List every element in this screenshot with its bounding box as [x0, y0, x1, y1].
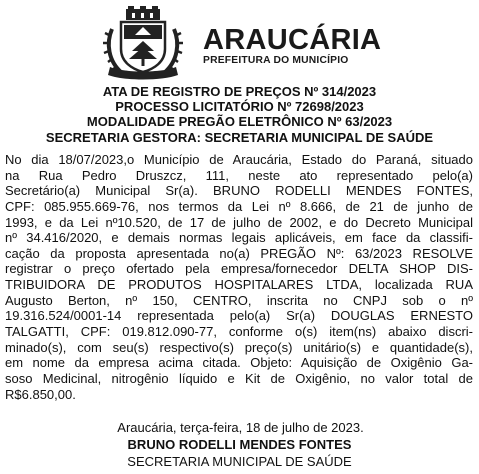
brand: [203, 26, 381, 67]
body-line: CPF: 085.955.669-76, nos termos da Lei nº 8.666, de 21 de junho de: [5, 198, 473, 214]
brand-name: ARAUCÁRIA: [203, 24, 382, 56]
title-ata: ATA DE REGISTRO DE PREÇOS Nº 314/2023: [102, 84, 377, 99]
title-modalidade: MODALIDADE PREGÃO ELETRÔNICO Nº 63/2023: [86, 114, 393, 130]
body-line: Secretário(a) Municipal Sr(a). BRUNO RODELLI MENDES FONTES,: [5, 183, 473, 199]
header: [0, 0, 479, 82]
signatory-name: BRUNO RODELLI MENDES FONTES: [127, 437, 352, 452]
body-line: No dia 18/07/2023,o Município de Araucária, Estado do Paraná, situado: [5, 152, 473, 167]
body-line: Augusto Berton, nº 150, CENTRO, inscrita no CNPJ sob o nº: [5, 292, 473, 308]
body-paragraph: [5, 152, 473, 402]
municipal-crest-icon: [102, 5, 184, 81]
brand-subtitle: PREFEITURA DO MUNICÍPIO: [203, 55, 349, 66]
body-line: minado(s), com seu(s) respectivo(s) preço(s) unitário(s) e quantidade(s),: [5, 339, 473, 355]
body-line: registrar o preço ofertado pela empresa/fornecedor DELTA SHOP DIS-: [5, 261, 473, 277]
body-line: soso Medicinal, nitrogênio líquido e Kit de Oxigênio, no valor total de: [5, 370, 473, 386]
signatory-role: SECRETARIA MUNICIPAL DE SAÚDE: [127, 454, 352, 469]
signature-block: [0, 419, 479, 470]
body-line: 1993, e da Lei nº10.520, de 17 de julho de 2002, e do Decreto Municipal: [5, 214, 473, 230]
body-line: cação da proposta apresentada no(a) PREGÃO Nº: 63/2023 RESOLVE: [5, 245, 473, 261]
title-secretaria: SECRETARIA GESTORA: SECRETARIA MUNICIPAL DE SAÚDE: [45, 129, 434, 145]
body-line: TALGATTI, CPF: 019.812.090-77, conforme o(s) item(ns) abaixo discri-: [5, 324, 473, 340]
title-processo: PROCESSO LICITATÓRIO Nº 72698/2023: [115, 99, 364, 115]
body-line: R$6.850,00.: [5, 386, 76, 402]
place-date: Araucária, terça-feira, 18 de julho de 2023.: [117, 420, 364, 435]
body-line: na Rua Pedro Druszcz, 111, neste ato representado pelo(a): [5, 167, 473, 183]
body-line: TRIBUIDORA DE PRODUTOS HOSPITALARES LTDA, localizada RUA: [5, 277, 473, 293]
body-line: 19.316.524/0001-14 representada pelo(a) Sr(a) DOUGLAS ERNESTO: [5, 308, 473, 324]
body-line: em nome da empresa acima citada. Objeto: Aquisição de Oxigênio Ga-: [5, 355, 473, 371]
body-line: nº 34.416/2020, e demais normas legais aplicáveis, em face da classifi-: [5, 230, 473, 246]
document-titles: [0, 84, 479, 145]
